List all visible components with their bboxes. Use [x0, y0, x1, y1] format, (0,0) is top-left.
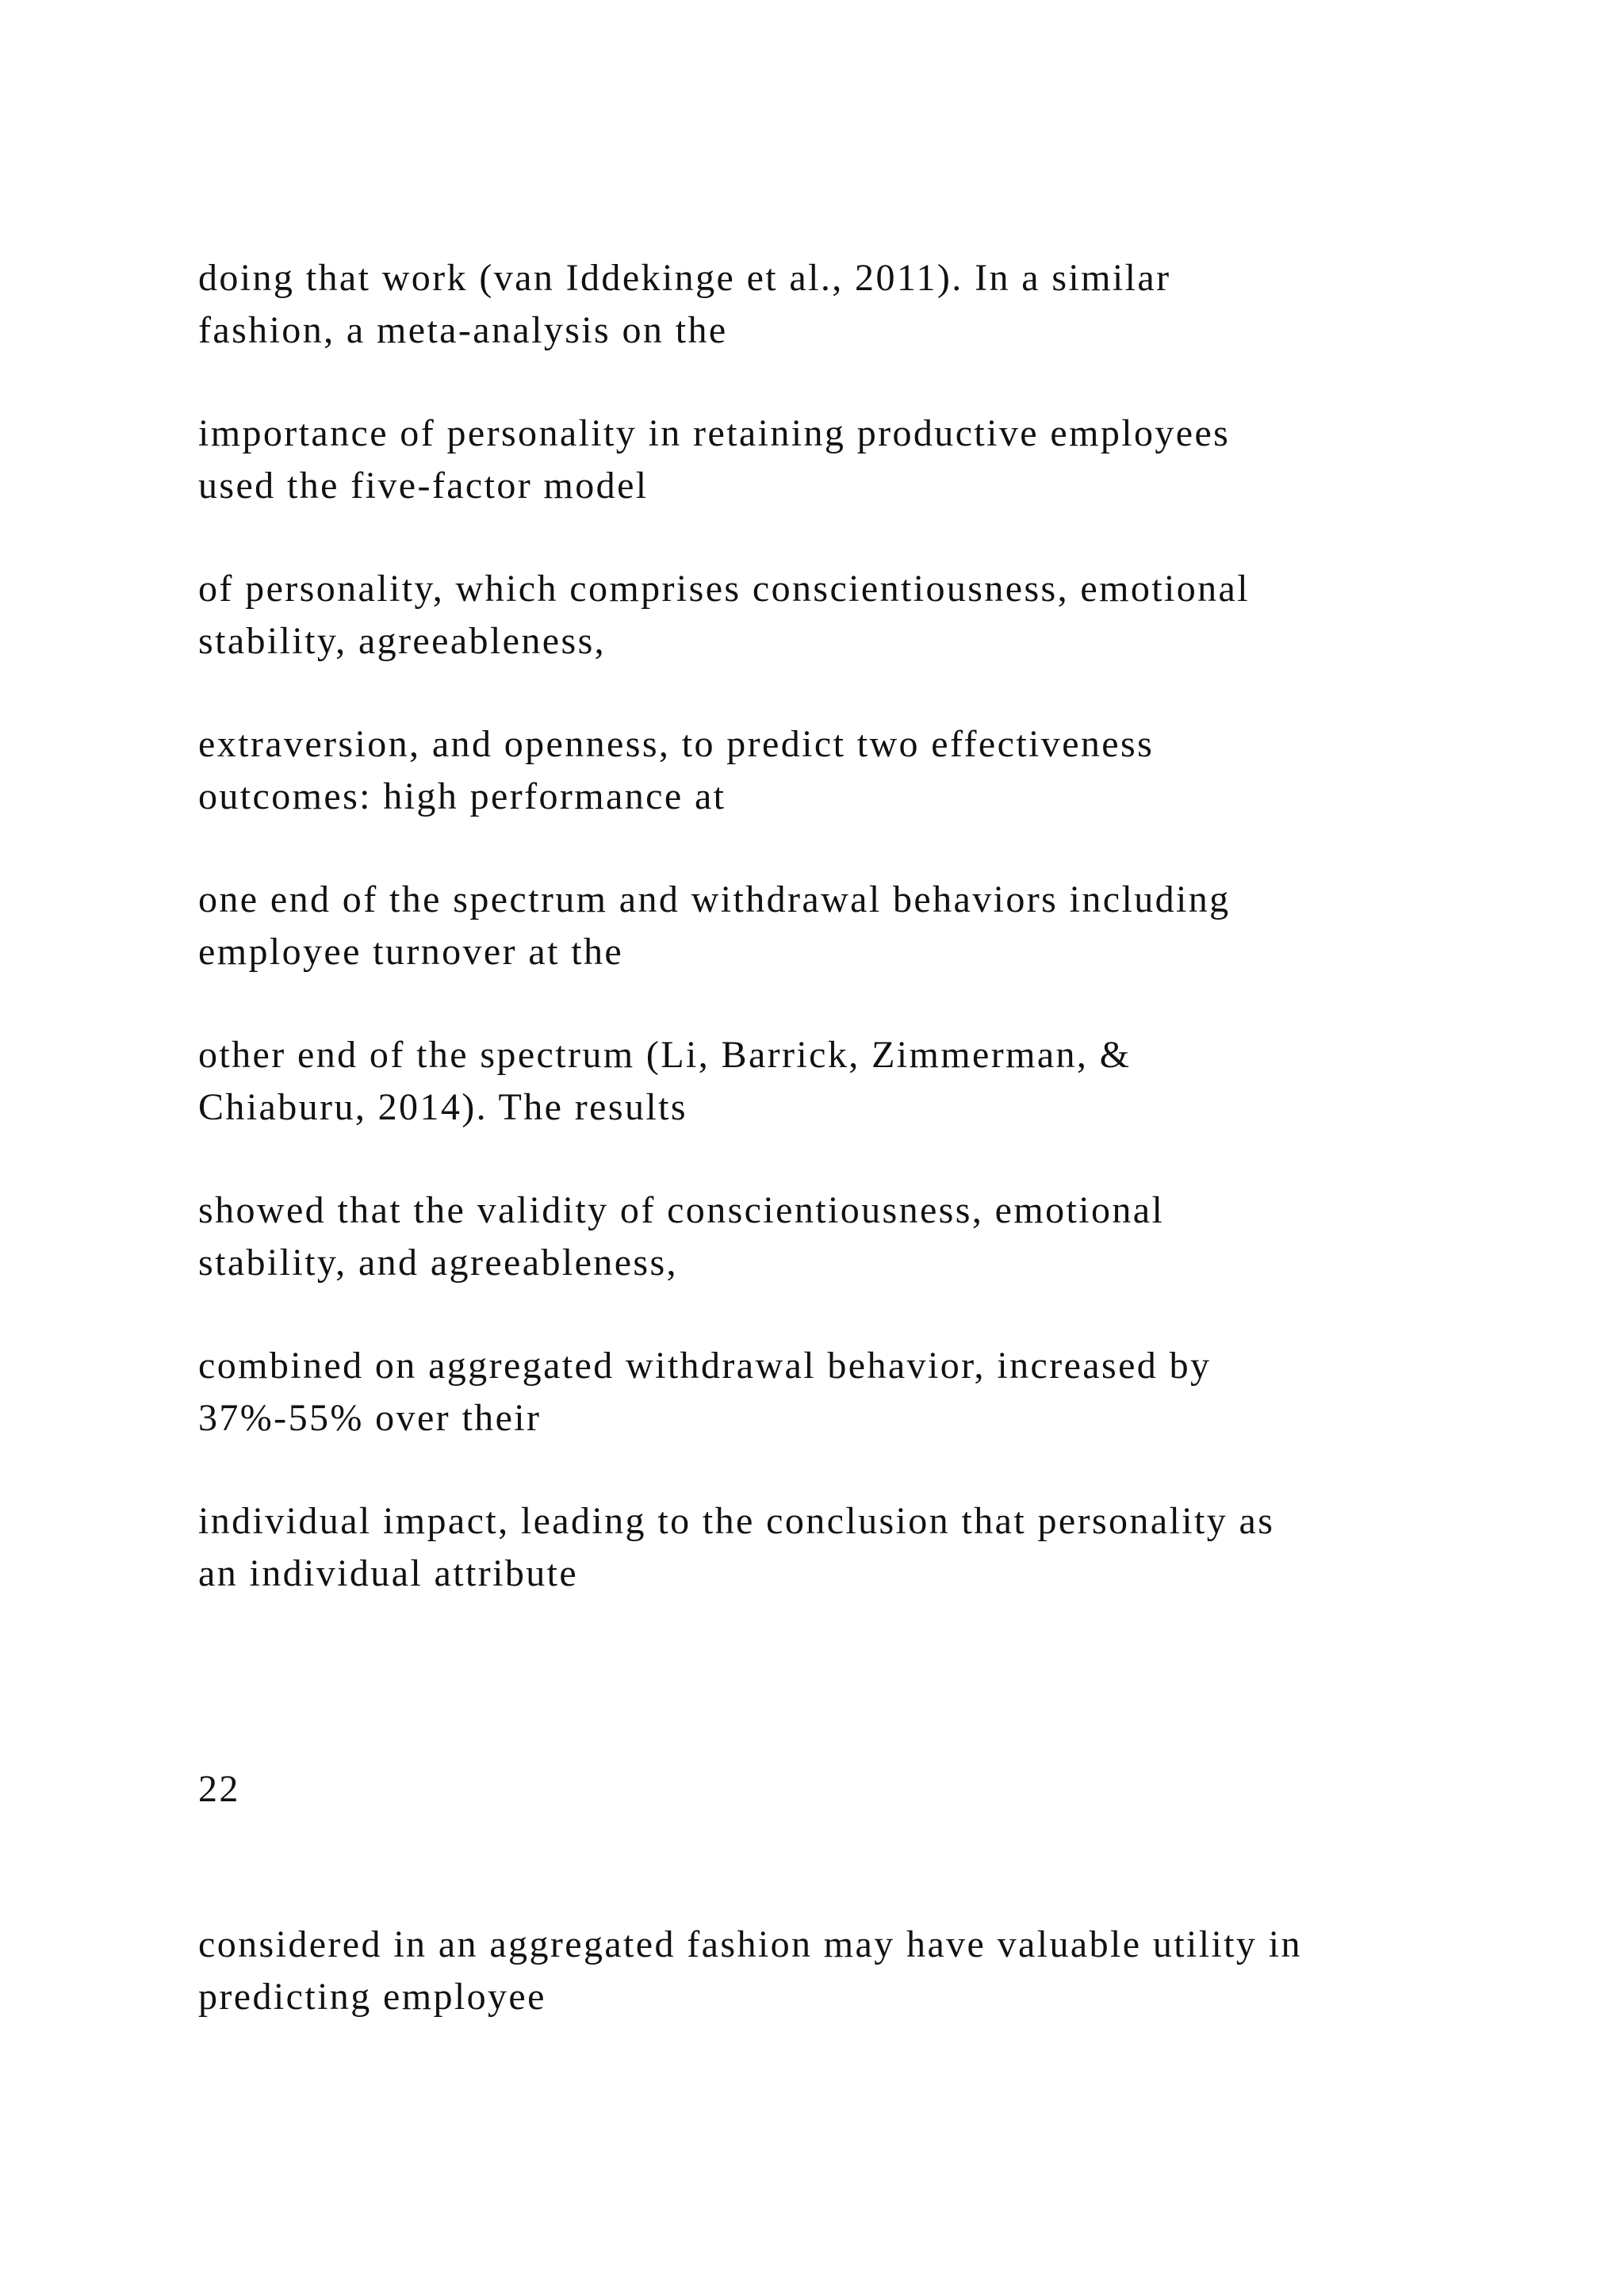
- paragraph-line: used the five-factor model: [198, 465, 649, 507]
- paragraph-line: stability, agreeableness,: [198, 620, 607, 662]
- paragraph-line: Chiaburu, 2014). The results: [198, 1086, 688, 1128]
- paragraph-line: considered in an aggregated fashion may have valuable utility in: [198, 1923, 1302, 1965]
- paragraph-line: fashion, a meta-analysis on the: [198, 309, 728, 351]
- paragraph-7: [198, 1184, 1546, 1289]
- paragraph-line: stability, and agreeableness,: [198, 1242, 678, 1284]
- paragraph-line: importance of personality in retaining productive employees: [198, 412, 1231, 454]
- paragraph-line: showed that the validity of conscientiousness, emotional: [198, 1189, 1165, 1231]
- continuation-paragraph: [198, 1919, 1546, 2023]
- paragraph-1: [198, 252, 1546, 357]
- paragraph-line: outcomes: high performance at: [198, 775, 726, 817]
- paragraph-4: [198, 718, 1546, 823]
- paragraph-9: [198, 1495, 1546, 1600]
- paragraph-6: [198, 1029, 1546, 1134]
- page-number: 22: [198, 1768, 240, 1810]
- paragraph-line: one end of the spectrum and withdrawal behaviors including: [198, 878, 1231, 920]
- paragraph-line: extraversion, and openness, to predict two effectiveness: [198, 723, 1155, 765]
- paragraph-line: predicting employee: [198, 1976, 546, 2018]
- paragraph-line: other end of the spectrum (Li, Barrick, Zimmerman, &: [198, 1034, 1132, 1076]
- paragraph-2: [198, 408, 1546, 512]
- paragraph-8: [198, 1340, 1546, 1445]
- paragraph-line: of personality, which comprises conscientiousness, emotional: [198, 568, 1250, 610]
- paragraph-5: [198, 874, 1546, 978]
- paragraph-line: individual impact, leading to the conclusion that personality as: [198, 1500, 1275, 1542]
- paragraph-line: doing that work (van Iddekinge et al., 2011). In a similar: [198, 257, 1171, 299]
- paragraph-line: an individual attribute: [198, 1552, 579, 1594]
- paragraph-line: combined on aggregated withdrawal behavior, increased by: [198, 1345, 1212, 1387]
- paragraph-line: 37%-55% over their: [198, 1397, 542, 1439]
- paragraph-3: [198, 563, 1546, 668]
- paragraph-line: employee turnover at the: [198, 931, 624, 973]
